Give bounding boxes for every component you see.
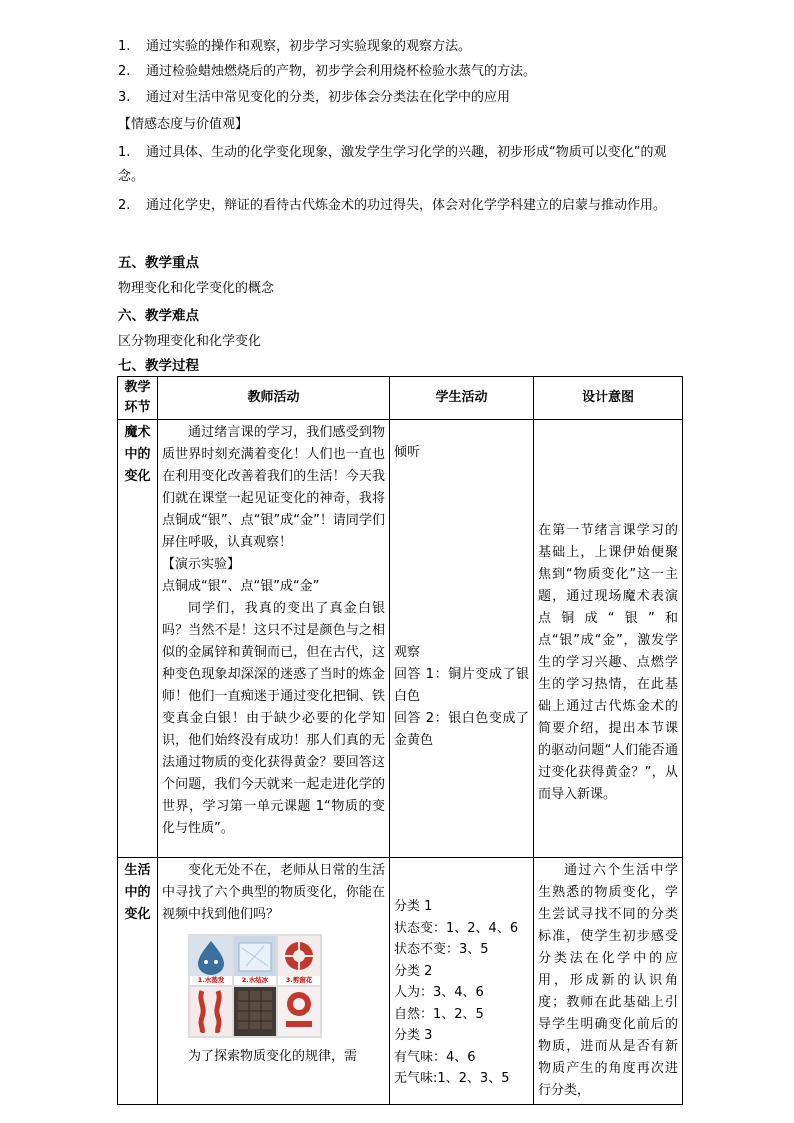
section-label: 生活中的变化 — [118, 858, 158, 1105]
firecracker-image — [190, 987, 232, 1036]
demo-title: 点铜成“银”、点“银”成“金” — [162, 579, 320, 594]
teacher-activity — [158, 420, 390, 858]
objective-text: 通过检验蜡烛燃烧后的产物，初步学会利用烧杯检验水蒸气的方法。 — [146, 64, 537, 79]
attitude-heading: 【情感态度与价值观】 — [118, 117, 249, 132]
teacher-activity — [158, 858, 390, 1105]
list-item: 有气味：4、6 — [394, 1049, 476, 1065]
water-freezing-image — [234, 936, 276, 985]
design-intent — [534, 858, 683, 1105]
list-item: 分类 2 — [394, 963, 433, 979]
header-design: 设计意图 — [534, 377, 683, 420]
table-row — [118, 420, 683, 858]
section-6-heading: 六、教学难点 — [118, 308, 199, 324]
list-item: 分类 1 — [394, 899, 433, 914]
student-listen: 倾听 — [394, 445, 421, 460]
objective-text: 通过对生活中常见变化的分类，初步体会分类法在化学中的应用 — [146, 90, 511, 105]
student-response — [394, 642, 529, 752]
attitude-num: 1. — [118, 145, 131, 160]
objective-3 — [118, 87, 678, 109]
section-5-heading: 五、教学重点 — [118, 255, 199, 271]
water-evaporation-image — [190, 936, 232, 985]
attitude-num: 2. — [118, 198, 131, 213]
wine-brewing-image — [278, 987, 320, 1036]
student-answer: 回答 1：铜片变成了银白色 — [394, 667, 529, 704]
iron-rust-image — [234, 987, 276, 1036]
header-section: 教学环节 — [118, 377, 158, 420]
demo-tag: 【演示实验】 — [162, 557, 241, 572]
list-item: 分类 3 — [394, 1028, 433, 1043]
section-label: 魔术中的变化 — [118, 420, 158, 858]
list-item: 无气味:1、2、3、5 — [394, 1071, 510, 1086]
objective-num: 2. — [118, 64, 131, 79]
teacher-text: 通过绪言课的学习，我们感受到物质世界时刻充满着变化！人们也一直也在利用变化改善着我们的生活！今天我们就在课堂一起见证变化的神奇，我将点铜成“银”、点“银”成“金”！请同学们屏住呼吸，认真观察！ — [162, 425, 385, 550]
teacher-text: 为了探索物质变化的规律，需 — [188, 1049, 358, 1064]
student-activity — [390, 420, 534, 858]
design-intent — [534, 420, 683, 858]
objective-2 — [118, 61, 678, 83]
table-header-row — [118, 377, 683, 420]
objective-text: 通过实验的操作和观察，初步学习实验现象的观察方法。 — [146, 39, 472, 54]
list-item: 状态不变：3、5 — [394, 942, 489, 957]
section-5-content: 物理变化和化学变化的概念 — [118, 281, 275, 296]
attitude-text: 通过化学史，辩证的看待古代炼金术的功过得失，体会对化学学科建立的启蒙与推动作用。 — [146, 198, 667, 213]
objective-1 — [118, 36, 678, 58]
attitude-text: 通过具体、生动的化学变化现象，激发学生学习化学的兴趣，初步形成“物质可以变化”的观念。 — [118, 145, 667, 184]
attitude-2 — [118, 194, 682, 218]
classification-list — [394, 896, 531, 1090]
objective-num: 1. — [118, 39, 131, 54]
teaching-process-table — [117, 376, 683, 1105]
objective-num: 3. — [118, 90, 131, 105]
image-caption: 2.水结冰 — [234, 976, 276, 985]
image-caption: 1.水蒸发 — [190, 976, 232, 985]
paper-cutting-image — [278, 936, 320, 985]
teacher-text: 同学们，我真的变出了真金白银吗？当然不是！这只不过是颜色与之相似的金属锌和黄铜而已，但在古代，这种变色现象却深深的迷惑了当时的炼金师！他们一直痴迷于通过变化把铜、铁变真金白银！由于缺少必要的化学知识，他们始终没有成功！那人们真的无法通过物质的变化获得黄金？要回答这个问题，我们今天就来一起走进化学的世界，学习第一单元课题 1“物质的变化与性质”。 — [162, 601, 385, 836]
teacher-text: 变化无处不在，老师从日常的生活中寻找了六个典型的物质变化，你能在视频中找到他们吗？ — [162, 863, 385, 922]
list-item: 状态变：1、2、4、6 — [394, 920, 519, 936]
attitude-1 — [118, 141, 682, 189]
section-6-content: 区分物理变化和化学变化 — [118, 334, 262, 349]
header-student: 学生活动 — [390, 377, 534, 420]
table-row — [118, 858, 683, 1105]
list-item: 人为：3、4、6 — [394, 985, 484, 1000]
design-text: 在第一节绪言课学习的基础上，上课伊始便聚焦到“物质变化”这一主题，通过现场魔术表演点铜成“银”和点“银”成“金”，激发学生的学习兴趣、点燃学生的学习热情，在此基础上通过古代炼金术的简要介绍，提出本节课的驱动问题“人们能否通过变化获得黄金？”，从而导入新课。 — [538, 523, 678, 802]
six-changes-image — [188, 934, 322, 1038]
student-observe: 观察 — [394, 645, 421, 660]
student-activity — [390, 858, 534, 1105]
student-answer: 回答 2：银白色变成了金黄色 — [394, 711, 529, 748]
section-7-heading: 七、教学过程 — [118, 358, 199, 374]
image-caption: 3.剪窗花 — [278, 976, 320, 985]
header-teacher: 教师活动 — [158, 377, 390, 420]
design-text: 通过六个生活中学生熟悉的物质变化，学生尝试寻找不同的分类标准，使学生初步感受分类法在化学中的应用，形成新的认识角度；教师在此基础上引导学生明确变化前后的物质，进而从是否有新物质产生的角度再次进行分类， — [538, 863, 678, 1098]
list-item: 自然：1、2、5 — [394, 1006, 484, 1022]
